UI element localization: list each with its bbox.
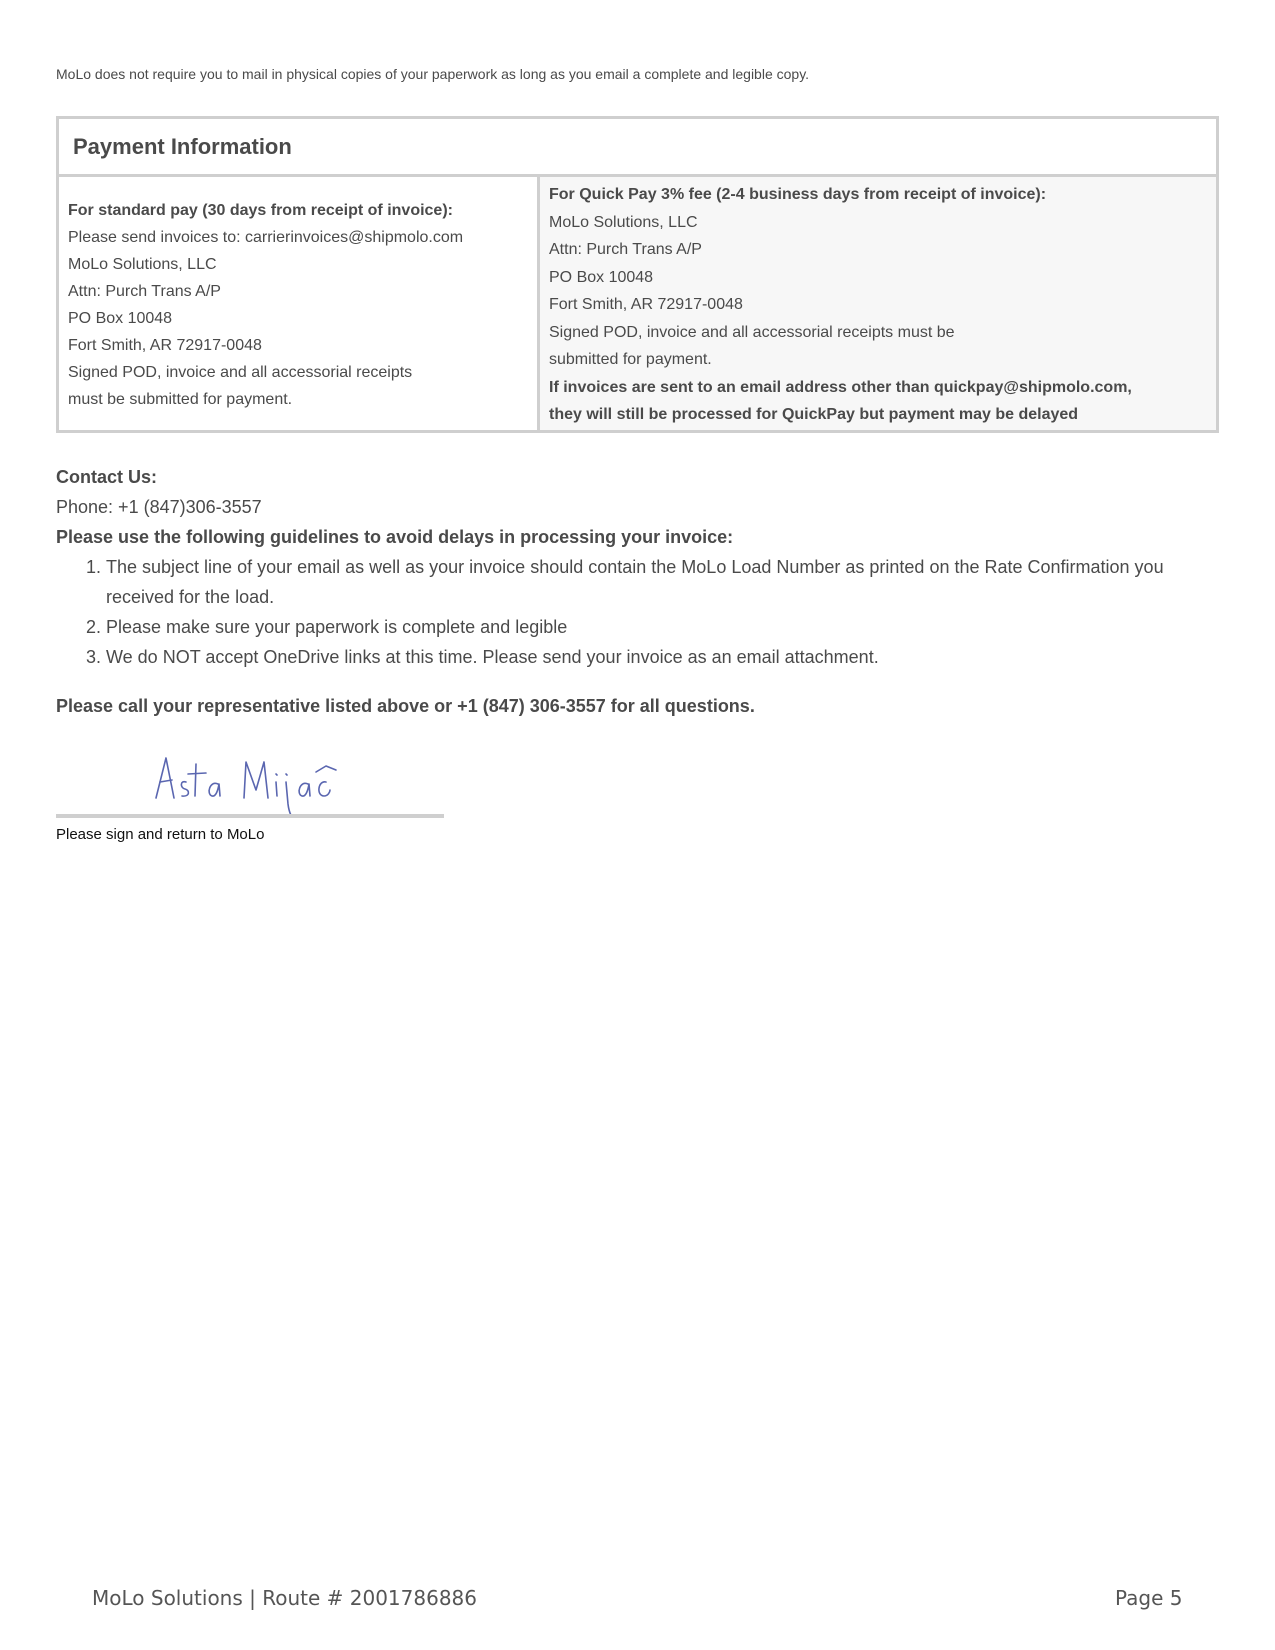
- guideline-item: 1. The subject line of your email as well as your invoice should contain the MoLo Load Number as printed on the Rate Confirmation you received for the load.: [106, 552, 1216, 612]
- guideline-item: 2. Please make sure your paperwork is complete and legible: [106, 612, 1216, 642]
- footer-page-number: Page 5: [1115, 1586, 1183, 1610]
- payment-columns: [59, 177, 1216, 430]
- standard-pay-line: must be submitted for payment.: [68, 391, 293, 408]
- standard-pay-line: MoLo Solutions, LLC: [68, 256, 217, 273]
- quickpay-line: submitted for payment.: [549, 351, 712, 368]
- signature-line: [56, 814, 444, 818]
- contact-phone: Phone: +1 (847)306-3557: [56, 497, 262, 517]
- intro-note: MoLo does not require you to mail in physical copies of your paperwork as long as you email a complete and legible copy.: [56, 66, 810, 82]
- standard-pay-heading: For standard pay (30 days from receipt of invoice):: [68, 202, 453, 219]
- quickpay-line: Signed POD, invoice and all accessorial receipts must be: [549, 323, 955, 341]
- quickpay-heading: For Quick Pay 3% fee (2-4 business days from receipt of invoice):: [549, 186, 1047, 203]
- quickpay-line: Fort Smith, AR 72917-0048: [549, 296, 743, 313]
- quickpay-line: Attn: Purch Trans A/P: [549, 241, 702, 258]
- signature-caption: Please sign and return to MoLo: [56, 826, 265, 843]
- signature-image: [150, 752, 350, 832]
- guidelines-heading: Please use the following guidelines to avoid delays in processing your invoice:: [56, 527, 734, 547]
- footer-route: MoLo Solutions | Route # 2001786886: [92, 1586, 477, 1610]
- quickpay-note-line: If invoices are sent to an email address other than quickpay@shipmolo.com,: [549, 378, 1132, 396]
- contact-section: [56, 462, 1216, 672]
- quickpay-line: PO Box 10048: [549, 268, 654, 286]
- standard-pay-line: Attn: Purch Trans A/P: [68, 283, 221, 300]
- quickpay-note-line: they will still be processed for QuickPay but payment may be delayed: [549, 406, 1079, 423]
- call-note: Please call your representative listed above or +1 (847) 306-3557 for all questions.: [56, 696, 755, 716]
- standard-pay-column: [59, 177, 540, 430]
- standard-pay-line: Fort Smith, AR 72917-0048: [68, 337, 262, 354]
- guidelines-list: [56, 552, 1216, 672]
- payment-information-table: [56, 116, 1219, 433]
- quickpay-column: [540, 177, 1216, 430]
- quickpay-line: MoLo Solutions, LLC: [549, 213, 698, 231]
- standard-pay-line: Signed POD, invoice and all accessorial receipts: [68, 364, 413, 381]
- contact-heading: Contact Us:: [56, 467, 158, 487]
- standard-pay-line: PO Box 10048: [68, 310, 173, 327]
- guideline-item: 3. We do NOT accept OneDrive links at this time. Please send your invoice as an email attachment.: [106, 642, 1216, 672]
- standard-pay-line: Please send invoices to: carrierinvoices@shipmolo.com: [68, 229, 464, 246]
- payment-information-title: Payment Information: [59, 119, 1216, 177]
